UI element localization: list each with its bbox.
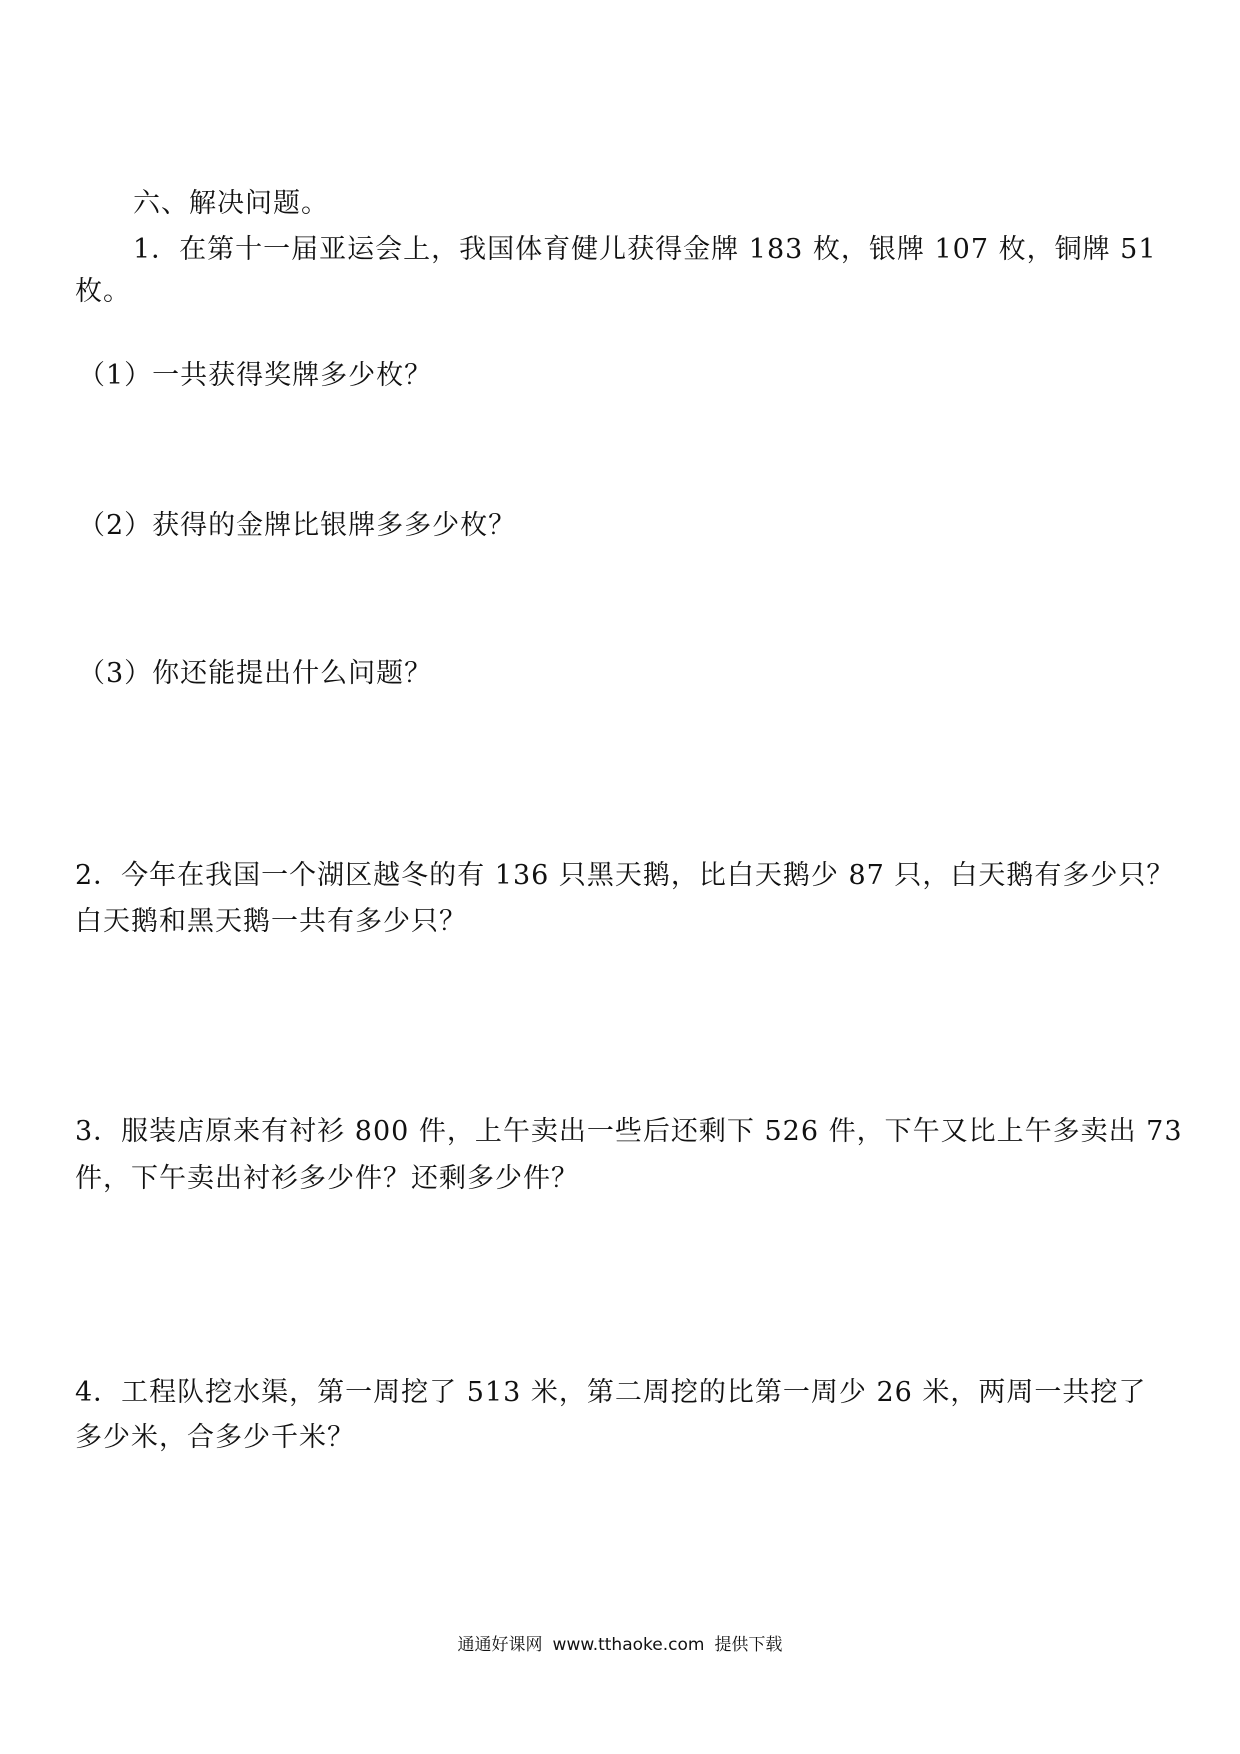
- problem-1-question-3: （3）你还能提出什么问题？: [78, 658, 433, 689]
- problem-1-text-line-2: 枚。: [75, 276, 131, 307]
- problem-2-text-line-1: 2．今年在我国一个湖区越冬的有 136 只黑天鹅，比白天鹅少 87 只，白天鹅有多少只？: [75, 860, 1175, 891]
- problem-4-text-line-1: 4．工程队挖水渠，第一周挖了 513 米，第二周挖的比第一周少 26 米，两周一共挖了: [75, 1377, 1147, 1408]
- problem-3-text-line-2: 件，下午卖出衬衫多少件？还剩多少件？: [75, 1163, 579, 1194]
- page-footer: [0, 1633, 1240, 1657]
- problem-4-text-line-2: 多少米，合多少千米？: [75, 1422, 355, 1453]
- problem-1-text-line-1: 1．在第十一届亚运会上，我国体育健儿获得金牌 183 枚，银牌 107 枚，铜牌 51: [133, 234, 1157, 265]
- footer-url[interactable]: www.tthaoke.com: [552, 1635, 705, 1655]
- problem-2-text-line-2: 白天鹅和黑天鹅一共有多少只？: [75, 906, 467, 937]
- footer-site-name: 通通好课网: [457, 1635, 543, 1655]
- problem-3-text-line-1: 3．服装店原来有衬衫 800 件，上午卖出一些后还剩下 526 件，下午又比上午多卖出 73: [75, 1116, 1183, 1147]
- section-heading: 六、解决问题。: [133, 188, 329, 219]
- problem-1-question-2: （2）获得的金牌比银牌多多少枚？: [78, 510, 517, 541]
- footer-suffix: 提供下载: [714, 1635, 783, 1655]
- problem-1-question-1: （1）一共获得奖牌多少枚？: [78, 360, 433, 391]
